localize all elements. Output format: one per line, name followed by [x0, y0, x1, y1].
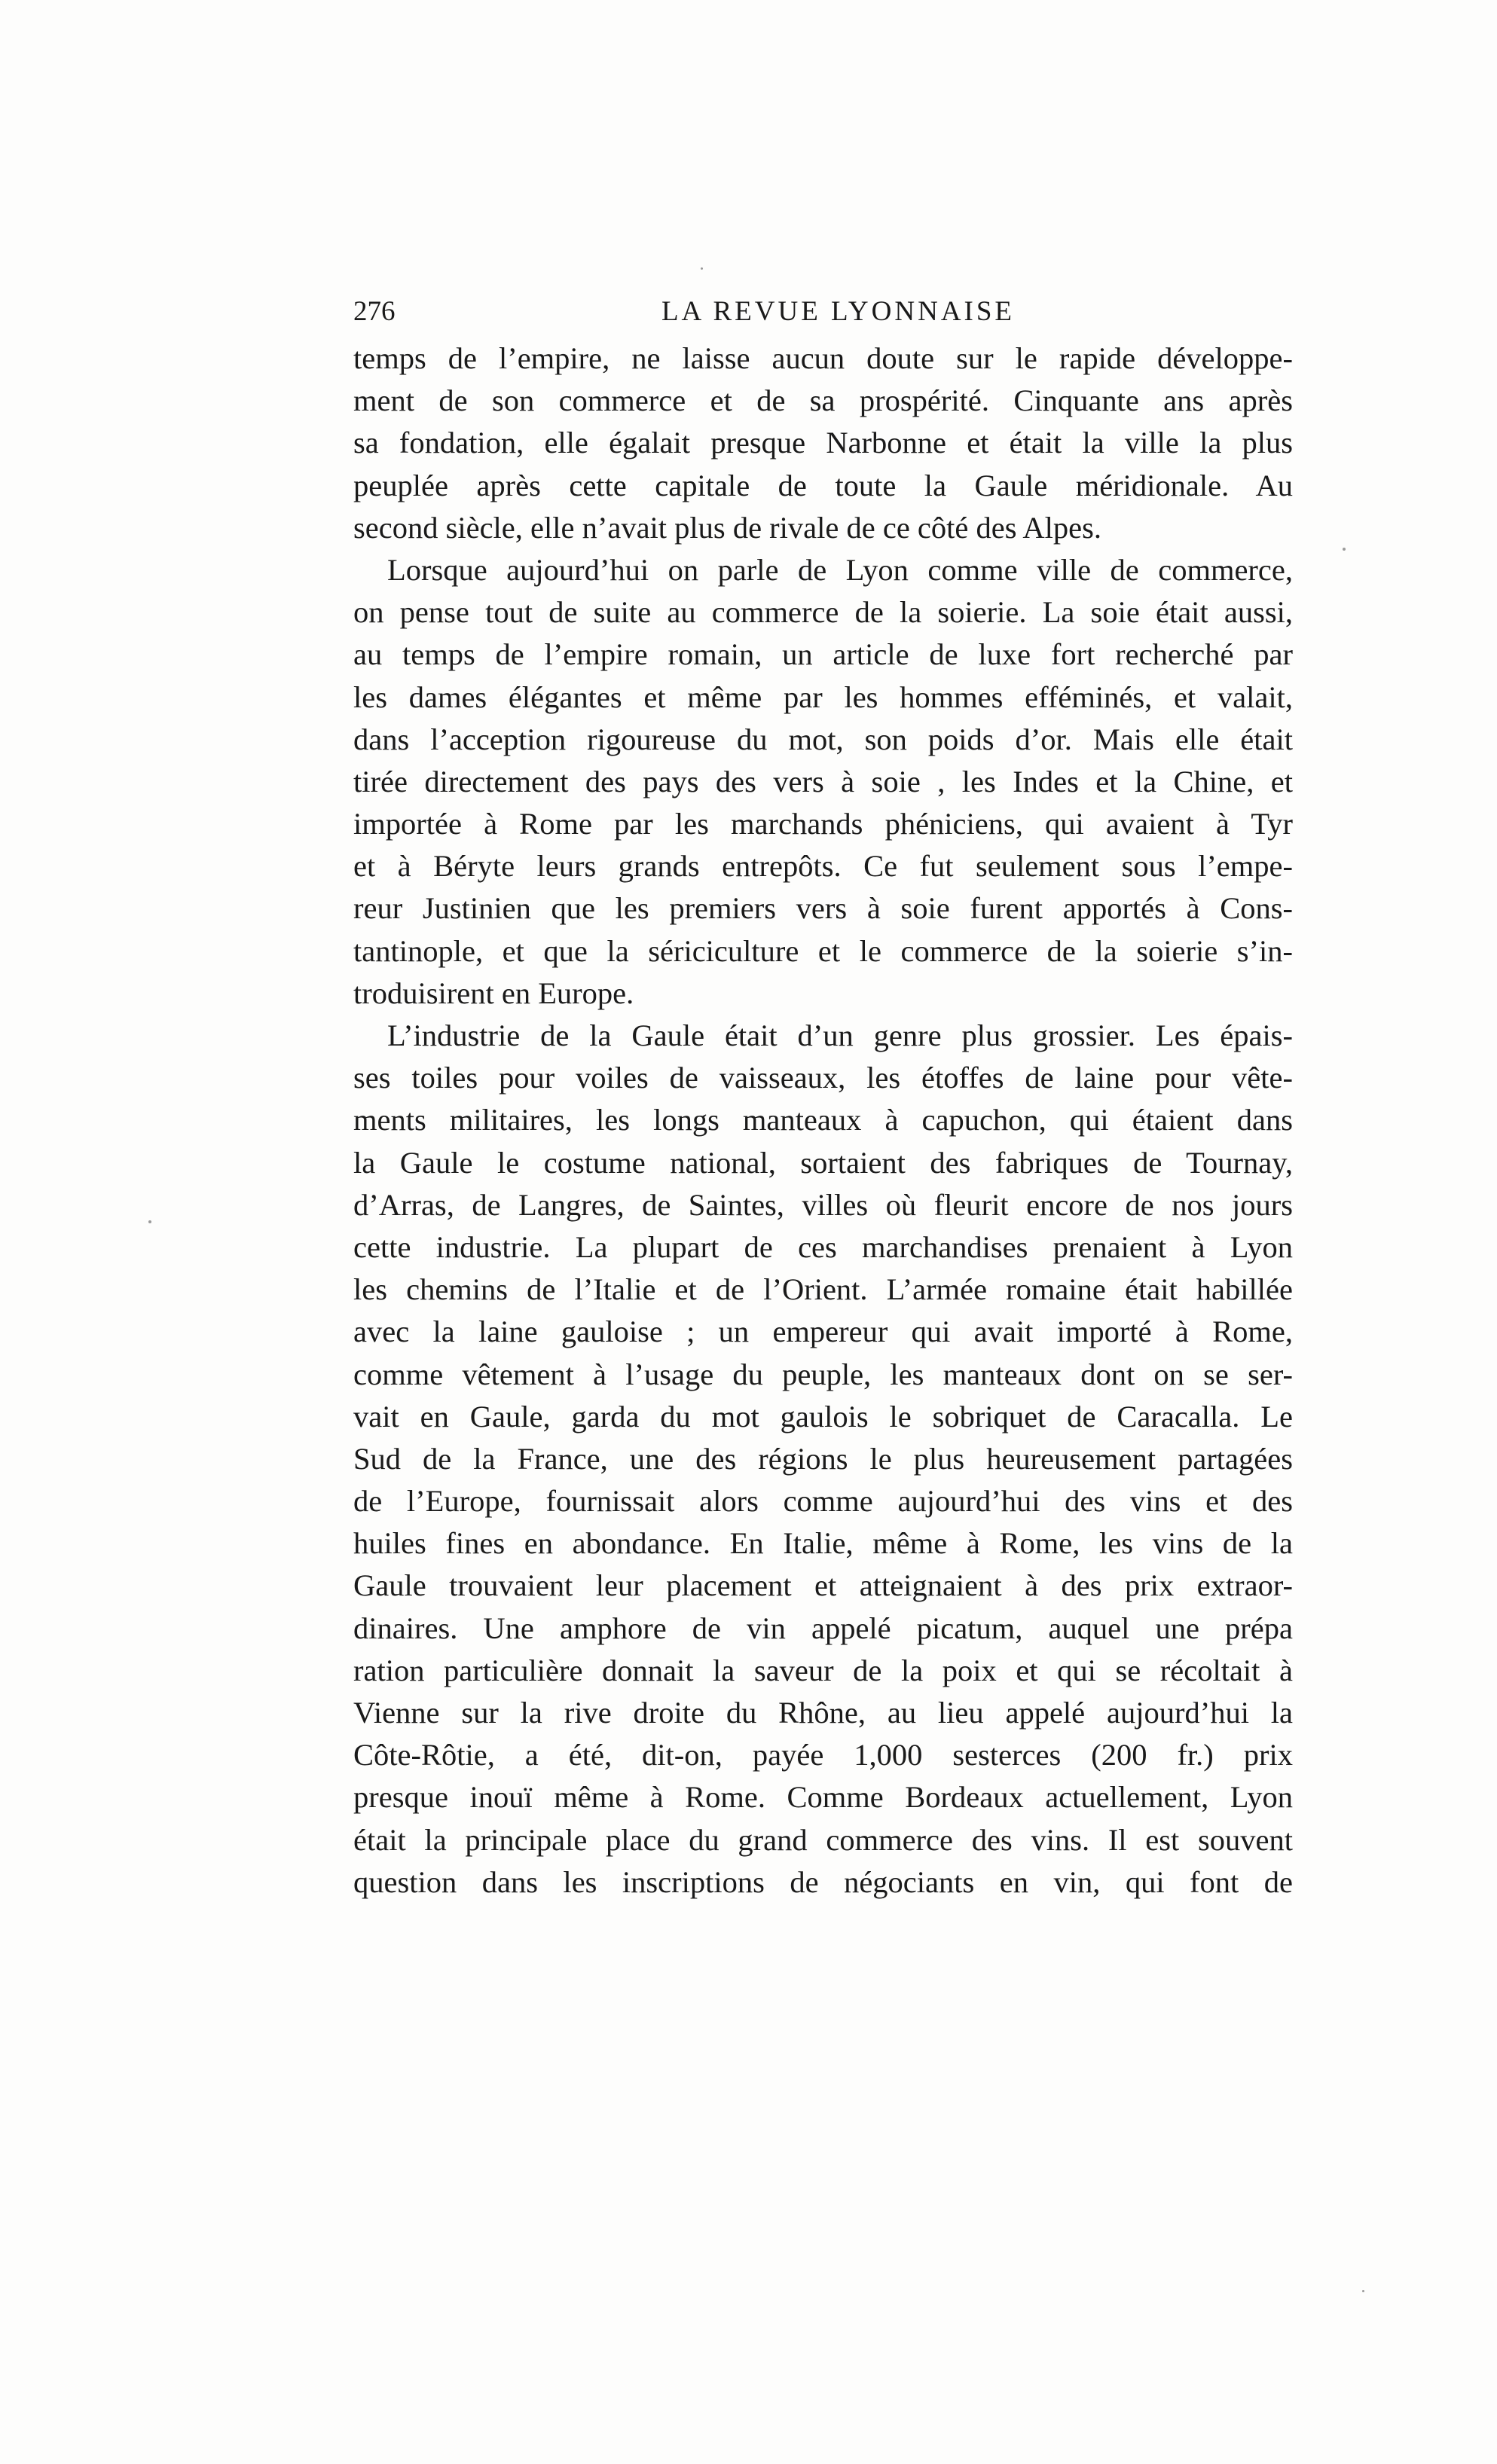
text-line: reur Justinien que les premiers vers à soie furent apportés à Cons-: [353, 891, 1293, 926]
text-line: les dames élégantes et même par les hommes efféminés, et valait,: [353, 679, 1293, 714]
paragraph: [353, 549, 1293, 1015]
text-line: presque inouï même à Rome. Comme Bordeaux actuellement, Lyon: [353, 1780, 1293, 1815]
scan-speck: [701, 267, 703, 270]
text-line: sa fondation, elle égalait presque Narbonne et était la ville la plus: [353, 426, 1293, 460]
text-line: Gaule trouvaient leur placement et atteignaient à des prix extraor-: [353, 1568, 1293, 1603]
text-line: peuplée après cette capitale de toute la Gaule méridionale. Au: [353, 468, 1293, 502]
scan-speck: [148, 1220, 151, 1223]
text-line: vait en Gaule, garda du mot gaulois le sobriquet de Caracalla. Le: [353, 1399, 1293, 1434]
text-line: et à Béryte leurs grands entrepôts. Ce fut seulement sous l’empe-: [353, 849, 1293, 884]
text-line: ses toiles pour voiles de vaisseaux, les étoffes de laine pour vête-: [353, 1061, 1293, 1095]
text-line: importée à Rome par les marchands phéniciens, qui avaient à Tyr: [353, 807, 1293, 841]
text-line: de l’Europe, fournissait alors comme aujourd’hui des vins et des: [353, 1484, 1293, 1519]
text-line: d’Arras, de Langres, de Saintes, villes où fleurit encore de nos jours: [353, 1187, 1293, 1222]
text-line: troduisirent en Europe.: [353, 976, 634, 1010]
scan-speck: [1343, 548, 1346, 551]
text-line: Sud de la France, une des régions le plus heureusement partagées: [353, 1441, 1293, 1476]
text-line: L’industrie de la Gaule était d’un genre plus grossier. Les épais-: [387, 1018, 1293, 1052]
text-line: avec la laine gauloise ; un empereur qui avait importé à Rome,: [353, 1314, 1293, 1349]
text-line: ments militaires, les longs manteaux à capuchon, qui étaient dans: [353, 1103, 1293, 1137]
text-line: la Gaule le costume national, sortaient des fabriques de Tournay,: [353, 1145, 1293, 1180]
text-line: Côte-Rôtie, a été, dit-on, payée 1,000 sesterces (200 fr.) prix: [353, 1738, 1293, 1772]
page-number: 276: [353, 296, 396, 327]
text-line: temps de l’empire, ne laisse aucun doute sur le rapide développe-: [353, 341, 1293, 375]
page-header: [353, 291, 1293, 333]
text-line: Vienne sur la rive droite du Rhône, au lieu appelé aujourd’hui la: [353, 1696, 1293, 1730]
scan-speck: [1362, 2290, 1364, 2292]
text-line: cette industrie. La plupart de ces marchandises prenaient à Lyon: [353, 1229, 1293, 1264]
paragraph: [353, 337, 1293, 549]
text-line: comme vêtement à l’usage du peuple, les manteaux dont on se ser-: [353, 1357, 1293, 1391]
text-line: au temps de l’empire romain, un article de luxe fort recherché par: [353, 637, 1293, 672]
text-line: on pense tout de suite au commerce de la soierie. La soie était aussi,: [353, 595, 1293, 630]
text-line: huiles fines en abondance. En Italie, même à Rome, les vins de la: [353, 1526, 1293, 1561]
text-line: les chemins de l’Italie et de l’Orient. L’armée romaine était habillée: [353, 1272, 1293, 1307]
text-line: second siècle, elle n’avait plus de rivale de ce côté des Alpes.: [353, 510, 1101, 545]
text-line: ment de son commerce et de sa prospérité. Cinquante ans après: [353, 383, 1293, 418]
text-line: était la principale place du grand commerce des vins. Il est souvent: [353, 1822, 1293, 1857]
text-line: tirée directement des pays des vers à soie , les Indes et la Chine, et: [353, 764, 1293, 798]
body-text: [353, 337, 1293, 1904]
text-line: tantinople, et que la sériciculture et le commerce de la soierie s’in-: [353, 933, 1293, 968]
text-line: question dans les inscriptions de négociants en vin, qui font de: [353, 1864, 1293, 1899]
text-line: Lorsque aujourd’hui on parle de Lyon comme ville de commerce,: [387, 552, 1293, 587]
text-line: ration particulière donnait la saveur de la poix et qui se récoltait à: [353, 1653, 1293, 1687]
text-line: dans l’acception rigoureuse du mot, son poids d’or. Mais elle était: [353, 722, 1293, 756]
text-line: dinaires. Une amphore de vin appelé picatum, auquel une prépa: [353, 1611, 1293, 1645]
paragraph: [353, 1015, 1293, 1904]
running-title: LA REVUE LYONNAISE: [661, 296, 1016, 327]
